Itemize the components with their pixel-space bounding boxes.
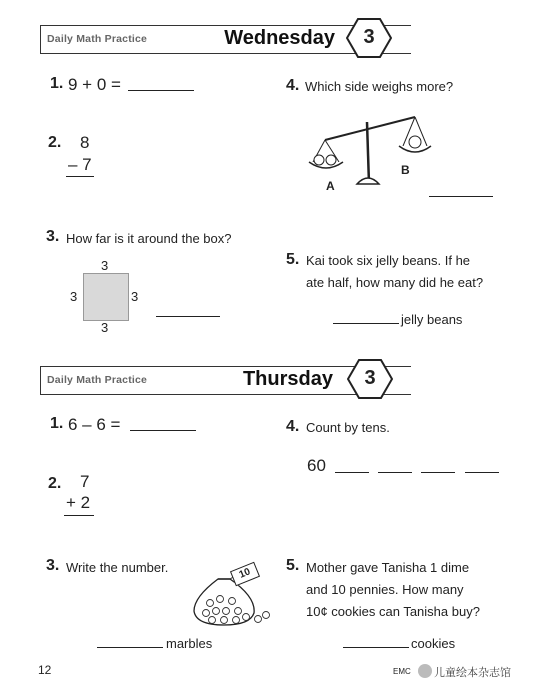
question-number: 5. xyxy=(286,251,300,268)
question-text-line2: and 10 pennies. How many xyxy=(306,582,464,597)
question-text: How far is it around the box? xyxy=(66,231,232,246)
side-length-top: 3 xyxy=(101,258,109,273)
sum-line xyxy=(66,176,94,177)
wechat-icon xyxy=(418,664,432,678)
answer-unit: cookies xyxy=(411,636,456,651)
watermark-text: 儿童绘本杂志馆 xyxy=(434,667,511,679)
question-number: 1. xyxy=(50,415,64,432)
question-number: 1. xyxy=(50,75,64,92)
question-number: 4. xyxy=(286,77,300,94)
side-length-right: 3 xyxy=(131,289,139,304)
answer-line[interactable] xyxy=(465,472,499,473)
question-text-line1: Mother gave Tanisha 1 dime xyxy=(306,560,470,575)
answer-line[interactable] xyxy=(421,472,455,473)
publisher-code: EMC xyxy=(393,667,411,676)
question-number: 2. xyxy=(48,475,62,492)
question-number: 5. xyxy=(286,557,300,574)
side-label-b: B xyxy=(401,163,410,177)
answer-line[interactable] xyxy=(130,430,196,431)
answer-line[interactable] xyxy=(97,647,163,648)
answer-line[interactable] xyxy=(335,472,369,473)
question-text-line1: Kai took six jelly beans. If he xyxy=(306,253,471,268)
bag-tag: 10 xyxy=(230,562,260,587)
week-number: 3 xyxy=(364,367,376,389)
question-text-line3: 10¢ cookies can Tanisha buy? xyxy=(306,604,480,619)
question-text: Which side weighs more? xyxy=(305,79,454,94)
question-text: Write the number. xyxy=(66,560,169,575)
question-number: 2. xyxy=(48,134,62,151)
question-number: 4. xyxy=(286,418,300,435)
side-label-a: A xyxy=(326,179,335,193)
answer-line[interactable] xyxy=(429,196,493,197)
equation: 9 + 0 = xyxy=(68,75,121,94)
header-label: Daily Math Practice xyxy=(47,33,148,45)
week-number: 3 xyxy=(363,26,375,48)
addend-bottom: + 2 xyxy=(66,493,91,512)
sequence-start: 60 xyxy=(307,456,326,475)
equation: 6 – 6 = xyxy=(68,415,121,434)
side-length-left: 3 xyxy=(70,289,78,304)
subtrahend: – 7 xyxy=(68,155,92,174)
answer-line[interactable] xyxy=(128,90,194,91)
answer-line[interactable] xyxy=(378,472,412,473)
minuend: 8 xyxy=(80,133,90,152)
box-square xyxy=(83,273,129,321)
page-number: 12 xyxy=(38,663,52,677)
answer-unit: jelly beans xyxy=(401,312,463,327)
answer-line[interactable] xyxy=(343,647,409,648)
question-text: Count by tens. xyxy=(306,420,390,435)
answer-line[interactable] xyxy=(333,323,399,324)
question-number: 3. xyxy=(46,228,60,245)
answer-unit: marbles xyxy=(166,636,213,651)
balance-scale-icon xyxy=(305,112,435,192)
header-label: Daily Math Practice xyxy=(47,374,148,386)
question-number: 3. xyxy=(46,557,60,574)
sum-line xyxy=(64,515,94,516)
answer-line[interactable] xyxy=(156,316,220,317)
addend-top: 7 xyxy=(80,472,90,491)
side-length-bottom: 3 xyxy=(101,320,109,335)
day-title: Thursday xyxy=(242,368,333,390)
question-text-line2: ate half, how many did he eat? xyxy=(306,275,484,290)
day-title: Wednesday xyxy=(224,27,335,49)
